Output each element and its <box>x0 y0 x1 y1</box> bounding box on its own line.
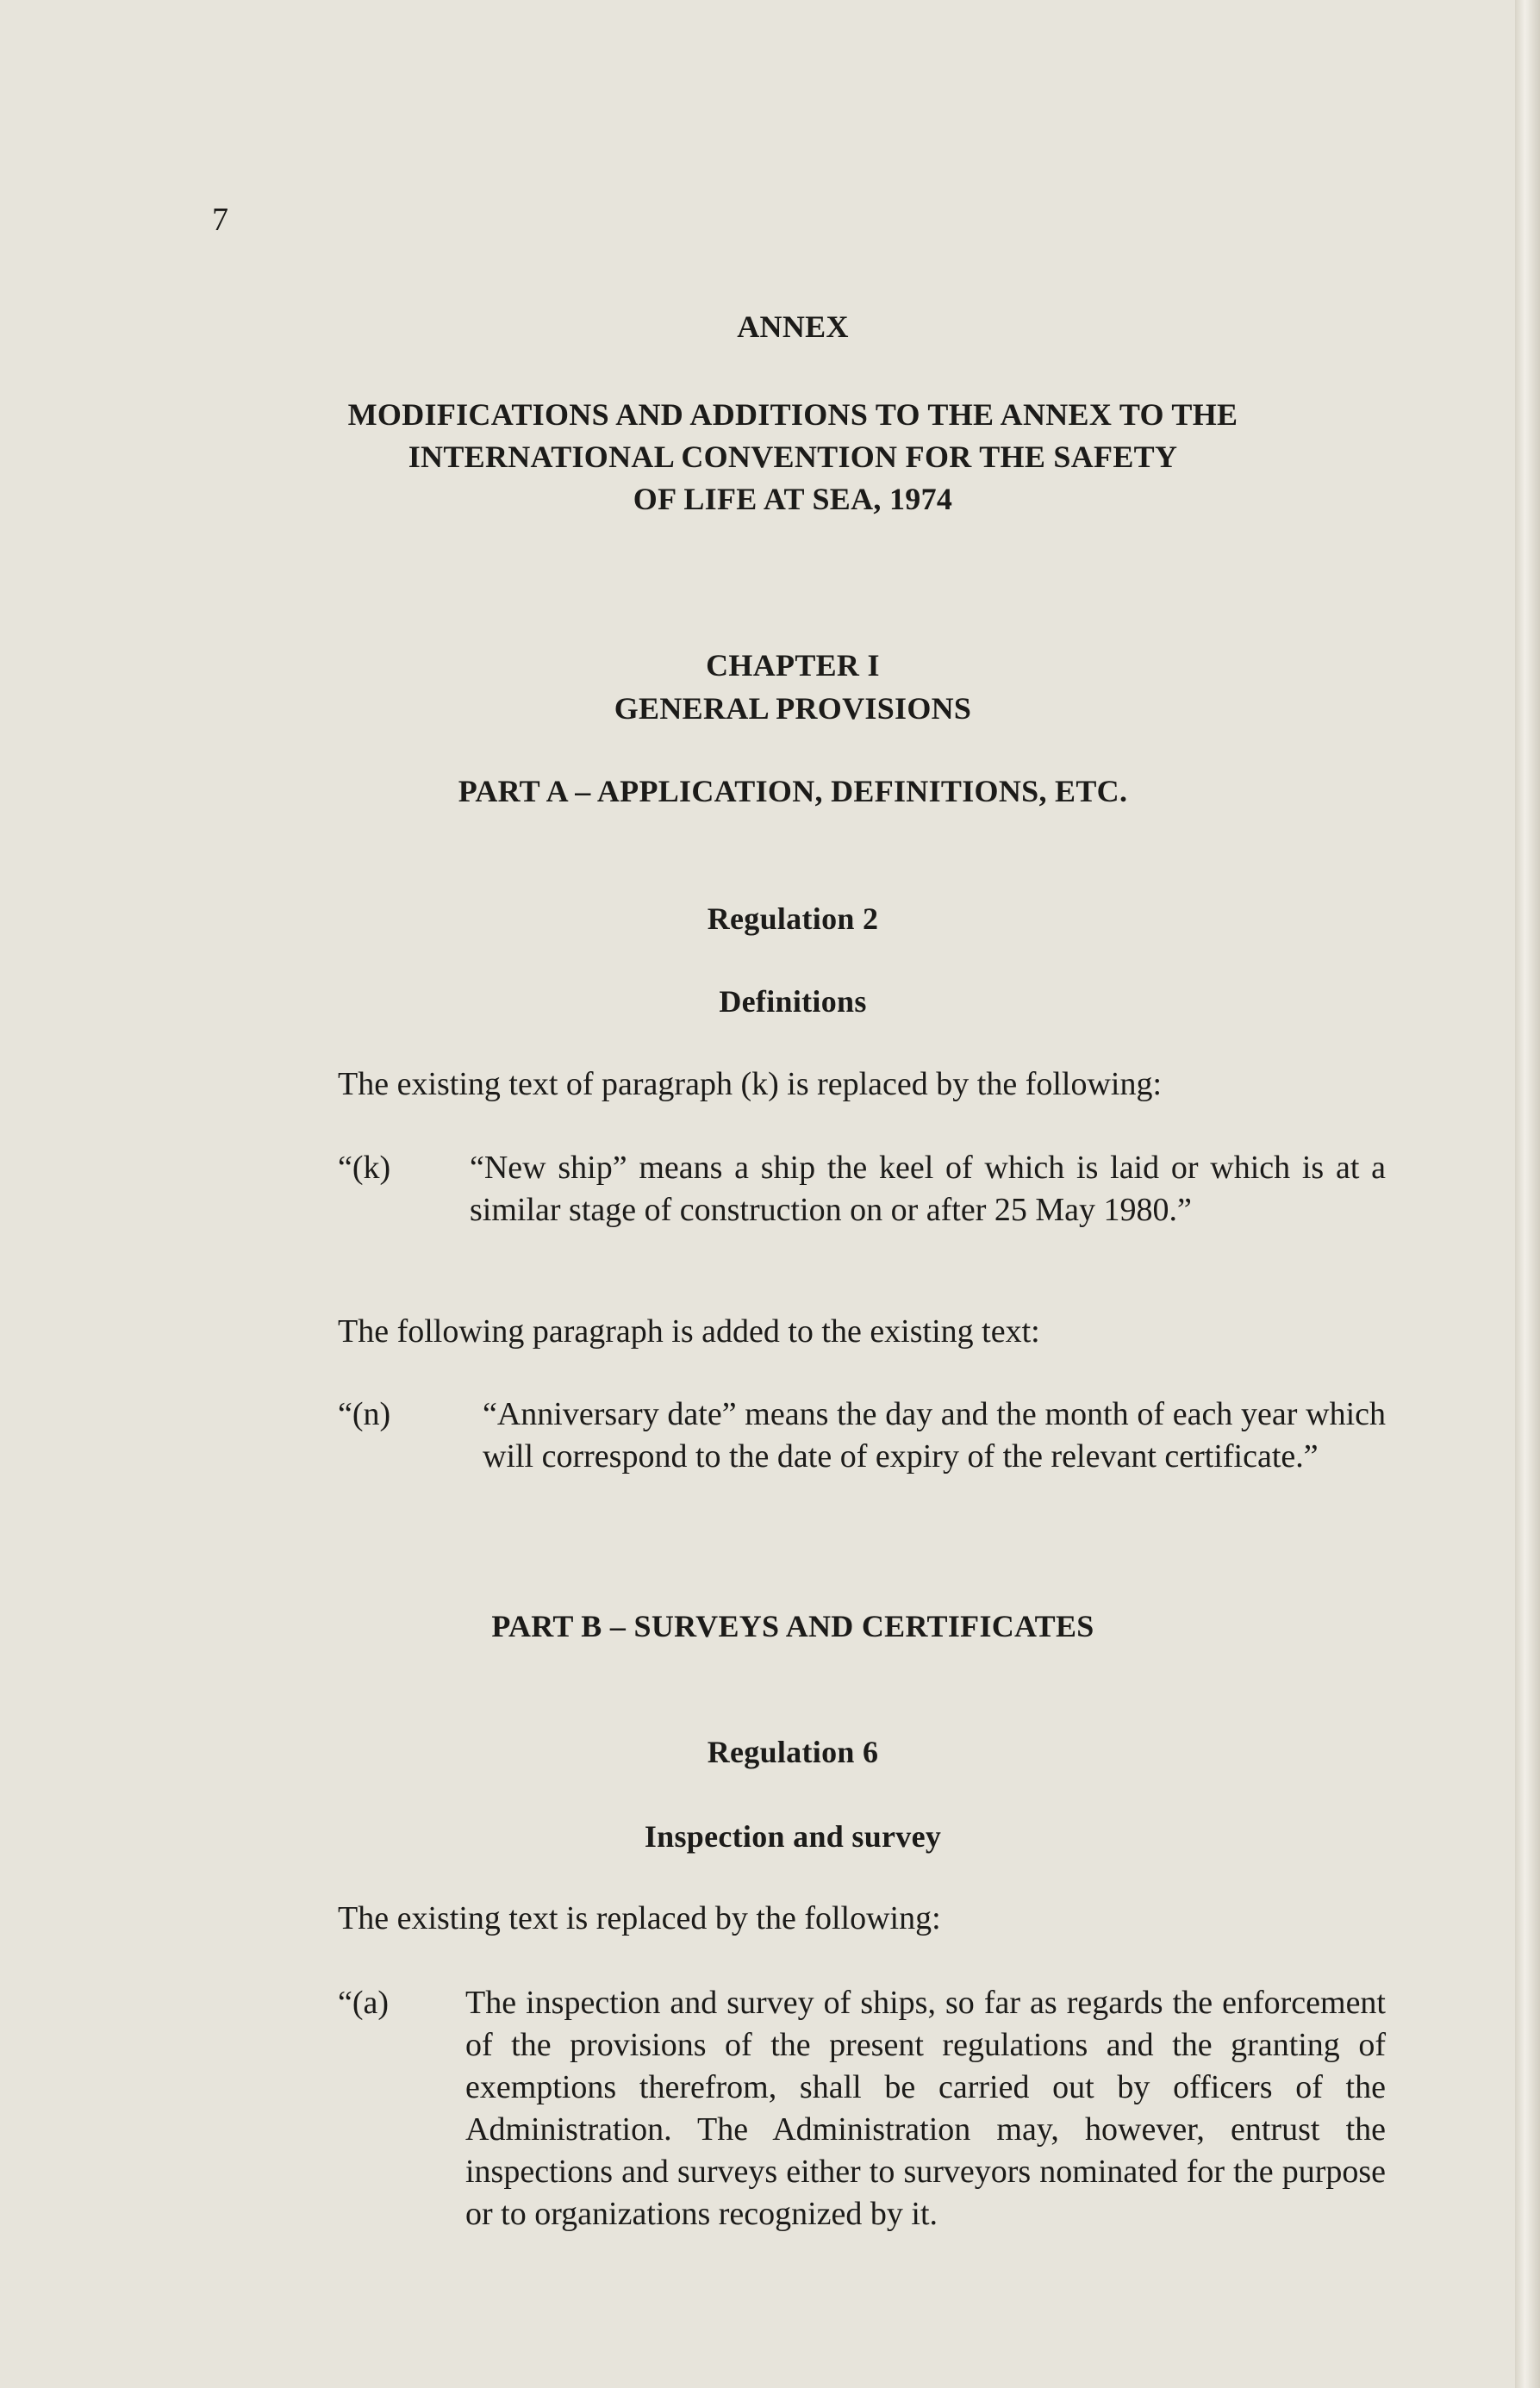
clause-a-text: The inspection and survey of ships, so far as regards the enforcement of the provisions of the present regulations and the granting of exemptions therefrom, shall be carried out by officers of the Administration. The Administration may, however, entrust the inspections and surveys either to surveyors nominated for the purpose or to organizations recognized by it. <box>465 1985 1386 2232</box>
regulation-6-subtitle: Inspection and survey <box>644 1819 942 1854</box>
intro-paragraph-k: The existing text of paragraph (k) is replaced by the following: <box>338 1066 1163 1102</box>
clause-n <box>338 1394 1386 1523</box>
clause-a-label: “(a) <box>338 1985 390 2021</box>
chapter-heading: CHAPTER I <box>706 648 880 683</box>
part-a-heading: PART A – APPLICATION, DEFINITIONS, ETC. <box>458 774 1128 808</box>
intro-paragraph-a: The existing text is replaced by the following: <box>338 1900 941 1936</box>
regulation-6-title: Regulation 6 <box>707 1735 879 1769</box>
title-line-3: OF LIFE AT SEA, 1974 <box>633 482 953 516</box>
annex-heading: ANNEX <box>737 309 849 344</box>
clause-n-label: “(n) <box>338 1396 391 1432</box>
clause-k-text: “New ship” means a ship the keel of which is laid or which is at a similar stage of construction on or after 25 May 1980.” <box>470 1150 1386 1228</box>
clause-k-label: “(k) <box>338 1150 391 1186</box>
clause-n-text: “Anniversary date” means the day and the month of each year which will correspond to the date of expiry of the relevant certificate.” <box>483 1396 1386 1475</box>
clause-k <box>338 1147 1386 1233</box>
regulation-2-title: Regulation 2 <box>707 901 879 936</box>
page-edge <box>1515 0 1540 2388</box>
title-line-2: INTERNATIONAL CONVENTION FOR THE SAFETY <box>408 440 1178 474</box>
chapter-title: GENERAL PROVISIONS <box>614 691 972 726</box>
part-b-heading: PART B – SURVEYS AND CERTIFICATES <box>491 1609 1094 1643</box>
intro-paragraph-n: The following paragraph is added to the existing text: <box>338 1313 1040 1350</box>
regulation-2-subtitle: Definitions <box>719 984 867 1019</box>
clause-a <box>338 1982 1386 2282</box>
title-line-1: MODIFICATIONS AND ADDITIONS TO THE ANNEX TO THE <box>347 397 1238 432</box>
page-number: 7 <box>212 202 228 238</box>
